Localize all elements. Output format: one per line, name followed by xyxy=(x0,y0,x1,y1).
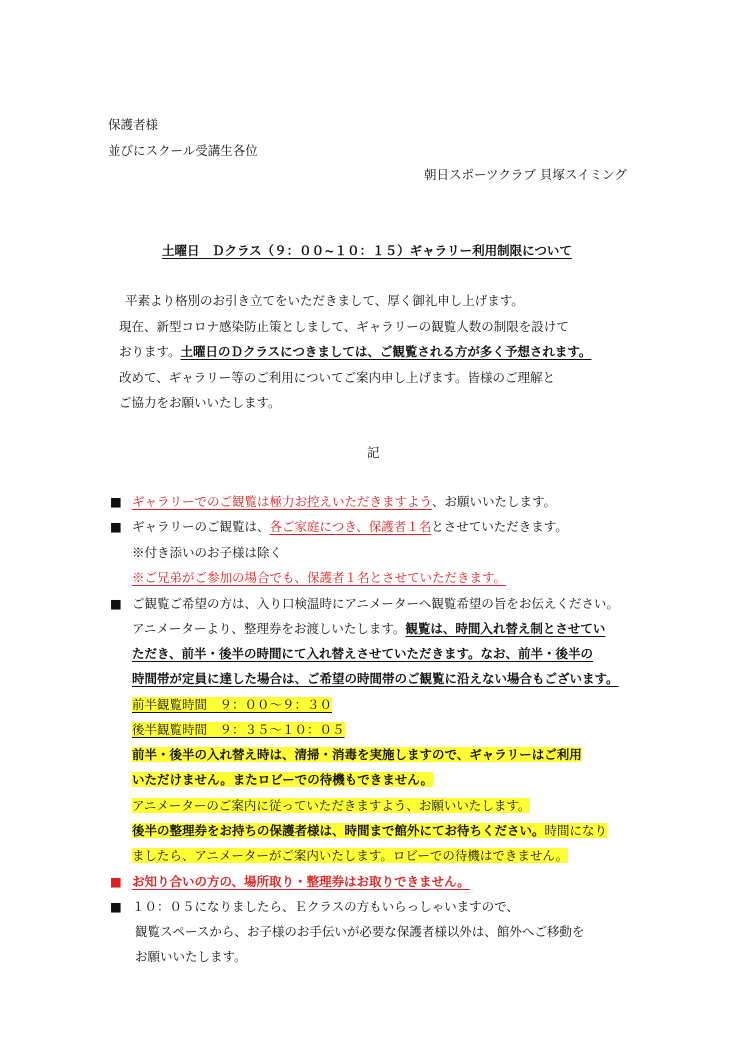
item-2-rest: とさせていただきます。 xyxy=(431,519,568,534)
intro-line-2: 現在、新型コロナ感染防止策としまして、ギャラリーの観覧人数の制限を設けて xyxy=(119,319,569,334)
item-3-line-2-emphasis: 観覧は、時間入れ替え制とさせてい xyxy=(405,621,606,636)
intro-line-4: 改めて、ギャラリー等のご利用についてご案内申し上げます。皆様のご理解と xyxy=(119,370,556,385)
item-3-line-10-rest: 時間になり xyxy=(544,823,608,838)
item-2 xyxy=(110,518,568,536)
intro-line-3-emphasis: 土曜日のＤクラスにつきましては、ご観覧される方が多く予想されます。 xyxy=(180,344,592,359)
item-3 xyxy=(110,595,619,613)
ki-heading: 記 xyxy=(367,445,380,460)
bullet-square: ■ xyxy=(110,519,122,534)
document-title: 土曜日 Ｄクラス（９：００~１０：１５）ギャラリー利用制限について xyxy=(162,243,572,258)
item-1 xyxy=(110,493,556,511)
item-2-note-1: ※付き添いのお子様は除く xyxy=(132,545,283,560)
item-4 xyxy=(110,873,470,891)
item-3-line-11 xyxy=(132,847,568,865)
item-3-line-7 xyxy=(132,746,582,764)
item-3-line-10 xyxy=(132,822,607,840)
item-3-line-9-text: アニメーターのご案内に従っていただきますよう、お願いいたします。 xyxy=(132,798,531,813)
item-2-emphasis: 各ご家庭につき、保護者１名 xyxy=(269,519,432,534)
item-2-start: ギャラリーのご観覧は、 xyxy=(132,519,270,534)
item-3-line-9 xyxy=(132,797,530,815)
first-half-time-text: 前半観覧時間 ９：００～９：３０ xyxy=(132,697,333,712)
item-3-second-half-time xyxy=(132,721,345,739)
item-1-rest: 、お願いいたします。 xyxy=(432,494,557,509)
intro-line-5: ご協力をお願いいたします。 xyxy=(119,395,281,410)
second-half-time-text: 後半観覧時間 ９：３５～１０：０５ xyxy=(132,722,345,737)
bullet-square-red: ■ xyxy=(110,874,122,889)
item-2-note-2: ※ご兄弟がご参加の場合でも、保護者１名とさせていただきます。 xyxy=(132,570,507,585)
item-3-first-half-time xyxy=(132,696,332,714)
item-3-line-4: 時間帯が定員に達した場合は、ご希望の時間帯のご観覧に沿えない場合もございます。 xyxy=(132,671,619,686)
item-3-line-7-text: 前半・後半の入れ替え時は、清掃・消毒を実施しますので、ギャラリーはご利用 xyxy=(132,747,582,762)
addressee-students: 並びにスクール受講生各位 xyxy=(108,143,258,158)
sender-name: 朝日スポーツクラブ 貝塚スイミング xyxy=(424,167,627,182)
item-3-line-3: ただき、前半・後半の時間にて入れ替えさせていただきます。なお、前半・後半の xyxy=(132,646,594,661)
intro-line-3-start: おります。 xyxy=(119,344,181,359)
bullet-square: ■ xyxy=(110,596,122,611)
item-3-line-11-text: ましたら、アニメーターがご案内いたします。ロビーでの待機はできません。 xyxy=(132,848,569,863)
item-3-line-2-start: アニメーターより、整理券をお渡しいたします。 xyxy=(132,621,406,636)
item-3-line-8-text: いただけません。またロビーでの待機もできません。 xyxy=(132,772,434,787)
intro-line-3 xyxy=(119,343,591,361)
item-3-line-8 xyxy=(132,771,433,789)
item-5-line-1: １０：０５になりましたら、Ｅクラスの方もいらっしゃいますので、 xyxy=(132,899,519,914)
item-3-line-1: ご観覧ご希望の方は、入り口検温時にアニメーターへ観覧希望の旨をお伝えください。 xyxy=(132,596,619,611)
item-1-emphasis: ギャラリーでのご観覧は極力お控えいただきますよう xyxy=(132,494,433,509)
item-5 xyxy=(110,898,519,916)
bullet-square: ■ xyxy=(110,494,122,509)
intro-line-1: 平素より格別のお引き立てをいただきまして、厚く御礼申し上げます。 xyxy=(125,293,524,308)
item-5-line-3: お願いいたします。 xyxy=(135,949,247,964)
item-3-line-2 xyxy=(132,620,605,638)
item-4-text: お知り合いの方の、場所取り・整理券はお取りできません。 xyxy=(132,874,470,889)
item-5-line-2: 観覧スペースから、お子様のお手伝いが必要な保護者様以外は、館外へご移動を xyxy=(135,924,585,939)
addressee-guardians: 保護者様 xyxy=(108,117,159,132)
item-3-line-10-emphasis: 後半の整理券をお持ちの保護者様は、時間まで館外にてお待ちください。 xyxy=(132,823,545,838)
bullet-square: ■ xyxy=(110,899,122,914)
